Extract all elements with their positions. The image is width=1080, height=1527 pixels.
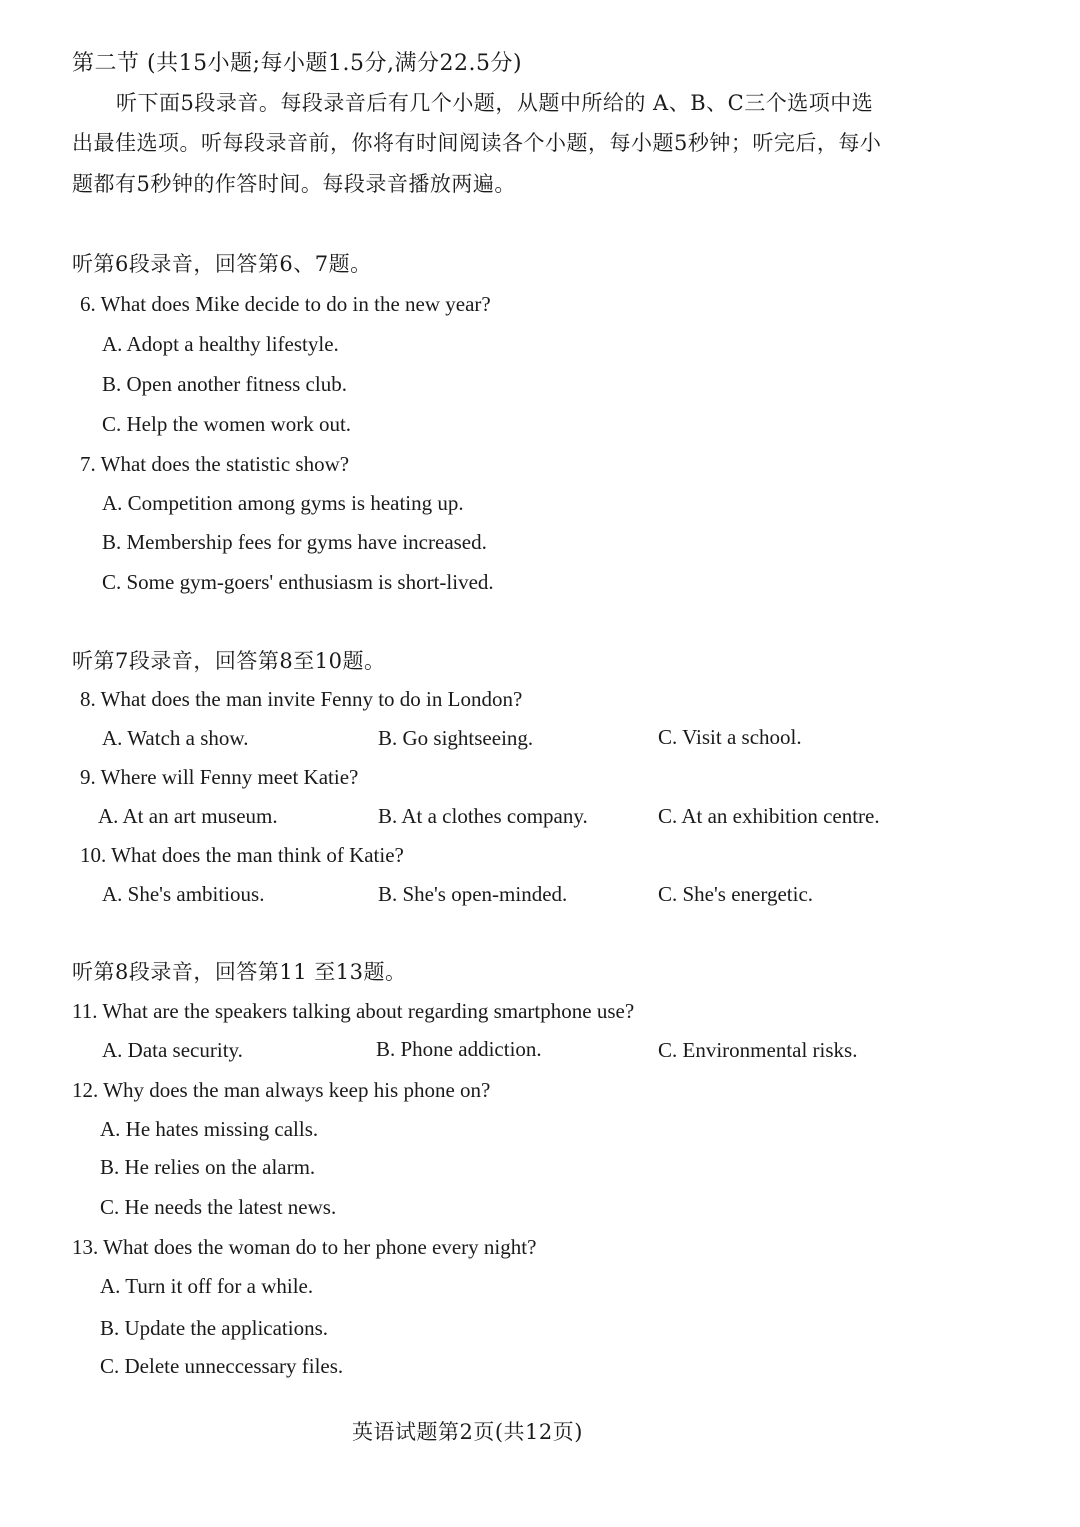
- question-7-option-a: A. Competition among gyms is heating up.: [102, 491, 464, 515]
- question-10-option-a: A. She's ambitious.: [102, 882, 265, 906]
- question-9-option-a: A. At an art museum.: [98, 804, 278, 828]
- question-12-option-c: C. He needs the latest news.: [100, 1195, 337, 1219]
- question-13-option-c: C. Delete unneccessary files.: [100, 1354, 344, 1378]
- question-8-option-b: B. Go sightseeing.: [378, 726, 534, 750]
- question-8-option-a: A. Watch a show.: [102, 726, 249, 750]
- question-10-option-b: B. She's open-minded.: [378, 882, 568, 906]
- question-9-stem: 9. Where will Fenny meet Katie?: [80, 765, 359, 789]
- question-8-option-c: C. Visit a school.: [658, 725, 802, 749]
- question-9-option-b: B. At a clothes company.: [378, 804, 588, 828]
- question-9-option-c: C. At an exhibition centre.: [658, 804, 880, 828]
- question-11-option-c: C. Environmental risks.: [658, 1038, 858, 1062]
- question-13-option-b: B. Update the applications.: [100, 1316, 329, 1340]
- question-13-option-a: A. Turn it off for a while.: [100, 1274, 314, 1298]
- instructions-line-1: 听下面5段录音。每段录音后有几个小题，从题中所给的 A、B、C三个选项中选: [116, 91, 874, 115]
- instructions-line-2: 出最佳选项。听每段录音前，你将有时间阅读各个小题，每小题5秒钟；听完后，每小: [72, 131, 882, 155]
- question-7-stem: 7. What does the statistic show?: [80, 452, 350, 476]
- question-6-option-a: A. Adopt a healthy lifestyle.: [102, 332, 339, 356]
- question-7-option-b: B. Membership fees for gyms have increased.: [102, 530, 487, 554]
- section-title: 第二节 (共15小题;每小题1.5分,满分22.5分): [72, 51, 523, 76]
- question-6-option-b: B. Open another fitness club.: [102, 372, 347, 396]
- question-7-option-c: C. Some gym-goers' enthusiasm is short-lived.: [102, 570, 494, 594]
- question-13-stem: 13. What does the woman do to her phone every night?: [72, 1235, 537, 1259]
- question-6-option-c: C. Help the women work out.: [102, 412, 352, 436]
- question-6-stem: 6. What does Mike decide to do in the new year?: [80, 292, 491, 316]
- question-8-stem: 8. What does the man invite Fenny to do in London?: [80, 687, 523, 711]
- question-10-stem: 10. What does the man think of Katie?: [80, 843, 404, 867]
- question-11-stem: 11. What are the speakers talking about regarding smartphone use?: [72, 999, 635, 1023]
- question-12-stem: 12. Why does the man always keep his phone on?: [72, 1078, 491, 1102]
- passage-8-heading: 听第8段录音，回答第11 至13题。: [72, 960, 407, 984]
- question-12-option-b: B. He relies on the alarm.: [100, 1155, 316, 1179]
- passage-7-heading: 听第7段录音，回答第8至10题。: [72, 649, 386, 673]
- question-10-option-c: C. She's energetic.: [658, 882, 814, 906]
- instructions-line-3: 题都有5秒钟的作答时间。每段录音播放两遍。: [72, 172, 516, 196]
- question-11-option-a: A. Data security.: [102, 1038, 243, 1062]
- question-11-option-b: B. Phone addiction.: [376, 1037, 542, 1061]
- question-12-option-a: A. He hates missing calls.: [100, 1117, 319, 1141]
- passage-6-heading: 听第6段录音，回答第6、7题。: [72, 252, 372, 276]
- page-footer: 英语试题第2页(共12页): [352, 1420, 583, 1444]
